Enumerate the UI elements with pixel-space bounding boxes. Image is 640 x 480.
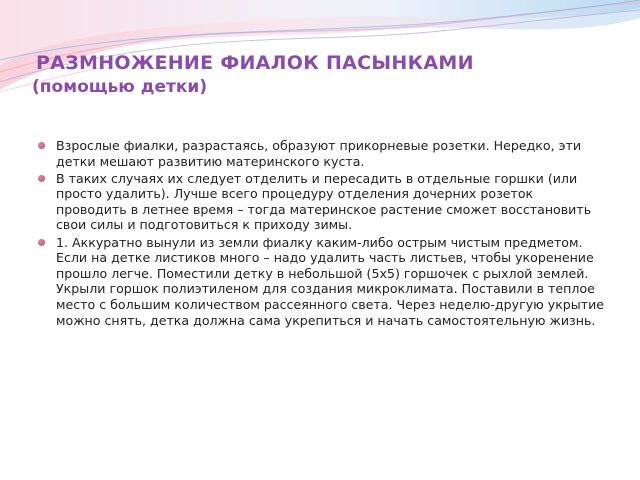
list-item-text: 1. Аккуратно вынули из земли фиалку каким-либо острым чистым предметом. Если на детке листиков много – надо удалить часть листьев, чтобы укоренение прошло легче. Поместили детку в небольшой (5х5) горшочек с рыхлой землей. Укрыли горшок полиэтиленом для создания микроклимата. Поставили в теплое место с большим количеством рассеянного света. Через неделю-другую укрытие можно снять, детка должна сама укрепиться и начать самостоятельную жизнь. [56, 234, 605, 328]
bullet-list [38, 138, 604, 330]
list-item [38, 138, 604, 169]
bullet-dot-icon [38, 142, 45, 149]
bullet-dot-icon [38, 239, 45, 246]
list-item-text: Взрослые фиалки, разрастаясь, образуют прикорневые розетки. Нередко, эти детки мешают развитию материнского куста. [56, 138, 582, 169]
title-main: РАЗМНОЖЕНИЕ ФИАЛОК ПАСЫНКАМИ [36, 52, 474, 74]
slide-title [32, 52, 612, 97]
title-subtitle: (помощью детки) [32, 76, 208, 97]
list-item [38, 235, 604, 329]
list-item [38, 171, 604, 233]
bullet-dot-icon [38, 175, 45, 182]
list-item-text: В таких случаях их следует отделить и пересадить в отдельные горшки (или просто удалить). Лучше всего процедуру отделения дочерних розеток проводить в летнее время – тогда материнское растение сможет восстановить свои силы и подготовиться к приходу зимы. [56, 170, 592, 233]
